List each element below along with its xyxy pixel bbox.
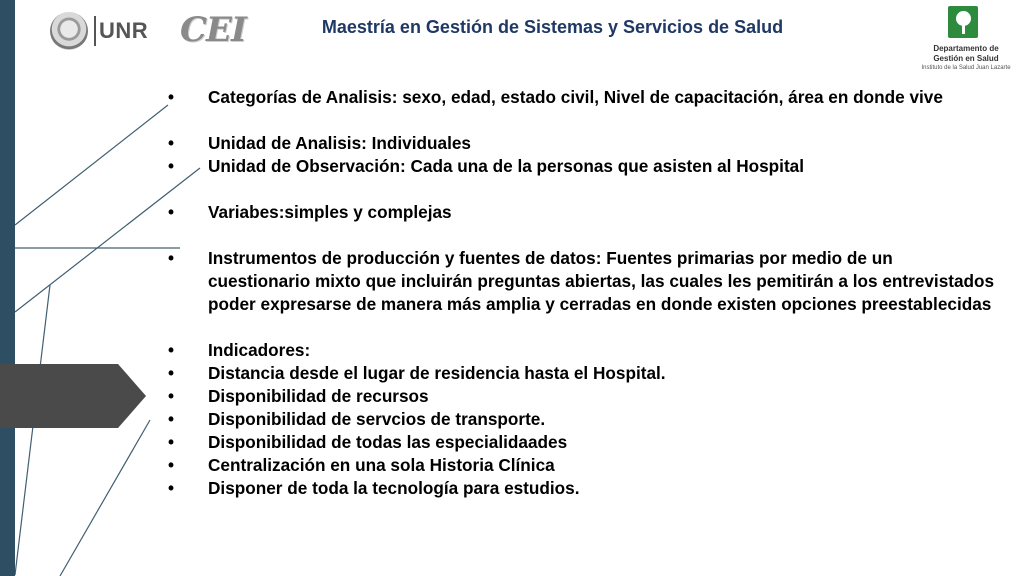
list-item [166,477,996,500]
bullet: • [168,133,175,153]
cei-logo: CEI [180,10,246,50]
list-item [166,155,996,178]
list-item-text: Distancia desde el lugar de residencia hasta el Hospital. [208,363,666,383]
list-item-text: Variabes:simples y complejas [208,202,452,222]
list-item [166,454,996,477]
pointer-shape [0,364,146,428]
dept-logo-line2: Gestión en Salud [933,54,999,63]
list-item-text: Instrumentos de producción y fuentes de datos: Fuentes primarias por medio de un cuestionario mixto que incluirán preguntas abiertas, las cuales les pemitirán a los entrevistados poder expresarse de manera más amplia y cerradas en donde existen opciones preestablecidas [208,248,995,314]
bullet-list [166,86,996,500]
unr-logo-text: UNR [99,18,149,43]
list-item [166,362,996,385]
bullet: • [168,386,175,406]
list-item-text: Disponibilidad de servcios de transporte. [208,409,546,429]
list-item [166,385,996,408]
left-accent-bar [0,0,15,576]
bullet: • [168,409,175,429]
list-item-text: Centralización en una sola Historia Clínica [208,455,555,475]
list-item-text: Disponibilidad de todas las especialidaades [208,432,568,452]
list-item [166,247,996,316]
bullet: • [168,340,175,360]
list-item-text: Unidad de Observación: Cada una de la personas que asisten al Hospital [208,156,804,176]
bullet: • [168,478,175,498]
list-item [166,431,996,454]
list-item [166,339,996,362]
bullet: • [168,248,175,268]
list-item-text: Categorías de Analisis: sexo, edad, estado civil, Nivel de capacitación, área en donde vive [208,87,943,107]
department-logo [918,4,1014,74]
bullet: • [168,156,175,176]
list-item-text: Unidad de Analisis: Individuales [208,133,471,153]
bullet: • [168,363,175,383]
list-item-text: Indicadores: [208,340,311,360]
bullet: • [168,87,175,107]
bullet: • [168,202,175,222]
bullet: • [168,432,175,452]
bullet: • [168,455,175,475]
list-item [166,408,996,431]
page-title: Maestría en Gestión de Sistemas y Servicios de Salud [321,17,784,37]
list-item [166,201,996,224]
list-item-text: Disponer de toda la tecnología para estudios. [208,478,580,498]
list-item [166,86,996,109]
tree-trunk [962,24,965,34]
list-item [166,132,996,155]
list-item-text: Disponibilidad de recursos [208,386,429,406]
dept-logo-line3: Instituto de la Salud Juan Lazarte [921,65,1011,71]
tree-emblem-icon [948,6,978,38]
dept-logo-line1: Departamento de [933,44,999,53]
